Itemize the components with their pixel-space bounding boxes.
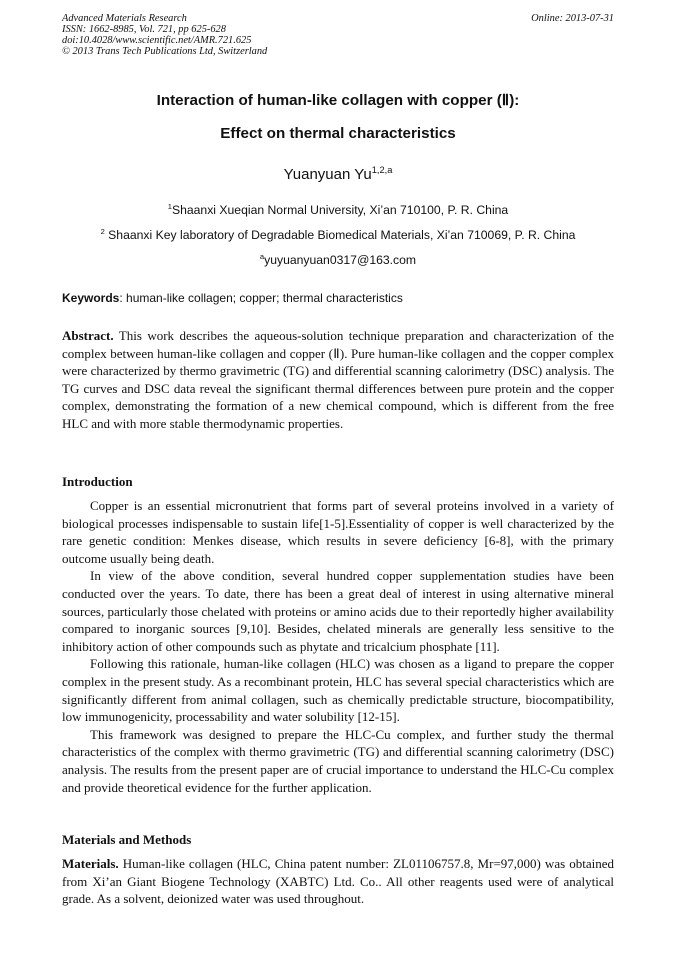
introduction-paragraph: Copper is an essential micronutrient that forms part of several proteins involved in a variety of biological processes indispensable to sustain life[1-5].Essentiality of copper is well characterized by the rare genetic condition: Menkes disease, which results in severe deficiency [6-8], with the primary outcome usually being death. xyxy=(62,498,614,566)
affiliation-text: Shaanxi Xueqian Normal University, Xi’an 710100, P. R. China xyxy=(171,203,509,217)
journal-header xyxy=(62,13,614,57)
copyright-line: © 2013 Trans Tech Publications Ltd, Switzerland xyxy=(62,46,268,57)
doi-line: doi:10.4028/www.scientific.net/AMR.721.625 xyxy=(62,35,252,46)
abstract-paragraph xyxy=(62,327,614,433)
materials-text: Human-like collagen (HLC, China patent number: ZL01106757.8, Mr=97,000) was obtained from Xi’an Giant Biogene Technology (XABTC) Ltd. Co.. All other reagents used were of analytical grade. As a solvent, deionized water was used throughout. xyxy=(62,856,614,907)
materials-paragraph xyxy=(62,855,614,908)
author-name: Yuanyuan Yu xyxy=(283,166,372,183)
abstract-text: This work describes the aqueous-solution technique preparation and characterization of the complex between human-like collagen and copper (Ⅱ). Pure human-like collagen and the copper complex were characterized by thermo gravimetric (TG) and differential scanning calorimetry (DSC) analysis. The TG curves and DSC data reveal the significant thermal differences between pure protein and the copper complex, demonstrating the formation of a new chemical compound, which is different from the free HLC and with more stable thermodynamic properties. xyxy=(62,328,614,431)
introduction-body xyxy=(62,497,614,796)
paper-title-line-2: Effect on thermal characteristics xyxy=(220,125,456,142)
journal-name: Advanced Materials Research xyxy=(62,13,187,24)
abstract-label: Abstract. xyxy=(62,328,114,343)
author-marks: 1,2,a xyxy=(371,165,393,175)
affiliation-1 xyxy=(62,203,614,218)
keywords-text: : human-like collagen; copper; thermal characteristics xyxy=(119,291,403,305)
affiliation-2 xyxy=(62,228,614,243)
affiliation-mark: 1 xyxy=(167,201,172,211)
affiliation-text: Shaanxi Key laboratory of Degradable Biomedical Materials, Xi’an 710069, P. R. China xyxy=(104,228,576,242)
author-email xyxy=(62,253,614,268)
materials-label: Materials. xyxy=(62,856,119,871)
paper-title-line-1: Interaction of human-like collagen with copper (Ⅱ): xyxy=(156,92,520,109)
introduction-paragraph: This framework was designed to prepare the HLC-Cu complex, and further study the thermal characteristics of the complex with thermo gravimetric (TG) and differential scanning calorimetry (DSC) analysis. The results from the present paper are of crucial importance to understand the HLC-Cu complex and provide theoretical evidence for the further application. xyxy=(62,726,614,795)
author-line xyxy=(62,166,614,184)
keywords-label: Keywords xyxy=(62,291,120,305)
online-date: Online: 2013-07-31 xyxy=(531,13,614,24)
issn-line: ISSN: 1662-8985, Vol. 721, pp 625-628 xyxy=(62,24,226,35)
methods-heading: Materials and Methods xyxy=(62,832,192,847)
introduction-heading: Introduction xyxy=(62,474,133,489)
introduction-paragraph: In view of the above condition, several hundred copper supplementation studies have been conducted over the years. To date, there has been a great deal of interest in using alternative mineral sources, particularly those chelated with proteins or amino acids due to their reportedly higher availability compared to inorganic sources [9,10]. Besides, chelated minerals are generally less sensitive to the inhibitory action of other compounds such as phytate and tricalcium phosphate [11]. xyxy=(62,568,614,654)
introduction-paragraph: Following this rationale, human-like collagen (HLC) was chosen as a ligand to prepare the copper complex in the present study. As a recombinant protein, HLC has several special characteristics which are significantly different from animal collagen, such as chemically predictable structure, biocompatibility, low immunogenicity, processability and water solubility [12-15]. xyxy=(62,656,614,725)
affiliation-mark: 2 xyxy=(100,226,105,236)
keywords-line xyxy=(62,291,614,306)
email-mark: a xyxy=(259,251,265,261)
email-text: yuyuanyuan0317@163.com xyxy=(264,253,417,267)
